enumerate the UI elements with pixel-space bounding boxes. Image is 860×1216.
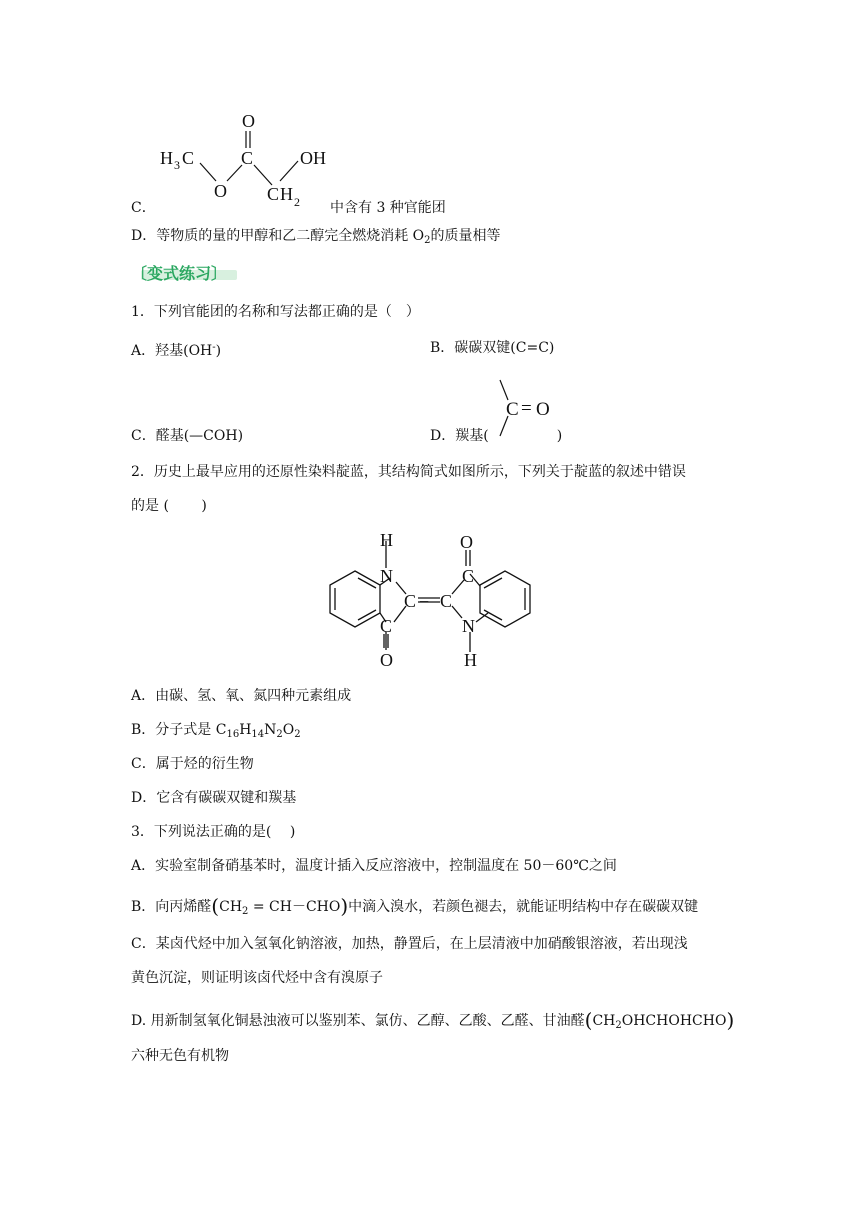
q2-option-b: B．分子式是 $C_{16}H_{14}N_2O_2$: [131, 722, 301, 740]
indigo-h-top-label: H: [380, 530, 393, 550]
methylene-subscript-label: 2: [294, 195, 300, 209]
methyl-subscript-label: 3: [174, 158, 180, 172]
q3-option-c-line2: 黄色沉淀，则证明该卤代烃中含有溴原子: [131, 970, 383, 986]
carbonyl-structure: [490, 374, 570, 440]
carbonyl-o-label: O: [536, 399, 550, 420]
q2-option-a: A．由碳、氢、氧、氮四种元素组成: [131, 688, 352, 704]
q1-stem: 1．下列官能团的名称和写法都正确的是（ ）: [131, 304, 420, 320]
indigo-c-left-label: C: [404, 591, 417, 611]
indigo-c-right-label: C: [440, 591, 453, 611]
option-c-line: [131, 198, 156, 218]
option-d-line: D．等物质的量的甲醇和乙二醇完全燃烧消耗 $O_2$的质量相等: [131, 228, 501, 246]
indigo-h-bottom-label: H: [464, 650, 477, 670]
q1-option-b: B．碳碳双键(C=C): [430, 340, 555, 356]
q3-option-a: A．实验室制备硝基苯时，温度计插入反应溶液中，控制温度在 50－60℃之间: [131, 858, 617, 874]
indigo-structure: [300, 530, 560, 670]
indigo-n-right-label: N: [462, 616, 475, 636]
indigo-c-top-label: C: [462, 566, 475, 586]
indigo-eq-label: =: [419, 590, 430, 610]
q3-option-c-line1: C．某卤代烃中加入氢氧化钠溶液，加热，静置后，在上层清液中加硝酸银溶液，若出现浅: [131, 936, 688, 952]
indigo-o-top-label: O: [460, 532, 473, 552]
q2-option-d: D．它含有碳碳双键和羰基: [131, 790, 297, 806]
option-c-prefix: C．: [131, 200, 156, 216]
indigo-n-left-label: N: [380, 566, 393, 586]
q2-option-c: C．属于烃的衍生物: [131, 756, 254, 772]
carbonyl-eq-label: =: [521, 398, 532, 419]
carbonyl-carbon-label: C: [241, 148, 254, 168]
q2-stem-line1: 2．历史上最早应用的还原性染料靛蓝，其结构简式如图所示，下列关于靛蓝的叙述中错误: [131, 464, 686, 480]
indigo-c-bottom-label: C: [380, 616, 393, 636]
methylene-h-label: H: [280, 184, 293, 204]
indigo-o-bottom-label: O: [380, 650, 393, 670]
q1-option-d: D．羰基( ): [430, 428, 563, 444]
methyl-hydroxyacetate-structure: [150, 105, 335, 210]
carbonyl-c-label: C: [506, 399, 519, 420]
hydroxyl-label: OH: [300, 148, 326, 168]
section-banner: 〔变式练习〕: [131, 262, 241, 286]
option-c-suffix: 中含有 3 种官能团: [330, 200, 446, 216]
q1-option-a: A．羟基(OH-): [131, 342, 222, 359]
q3-option-d-line1: D. 用新制氢氧化铜悬浊液可以鉴别苯、氯仿、乙醇、乙酸、乙醛、甘油醛$(CH_2OHCHOHCHO)$: [131, 1008, 735, 1032]
q3-option-b: B．向丙烯醛$(CH_2 = CH-CHO)$中滴入溴水，若颜色褪去，就能证明结构中存在碳碳双键: [131, 894, 699, 918]
q3-stem: 3．下列说法正确的是( ): [131, 824, 296, 840]
carbonyl-oxygen-label: O: [242, 111, 255, 131]
methylene-c-label: C: [267, 184, 280, 204]
q3-option-d-line2: 六种无色有机物: [131, 1048, 229, 1064]
q2-stem-line2: 的是 ( ): [131, 498, 207, 514]
methyl-h-label: H: [160, 148, 173, 168]
q1-option-c: C．醛基(—COH): [131, 428, 244, 444]
ether-oxygen-label: O: [214, 181, 227, 201]
methyl-c-label: C: [182, 148, 195, 168]
banner-label: 变式练习: [147, 264, 212, 283]
